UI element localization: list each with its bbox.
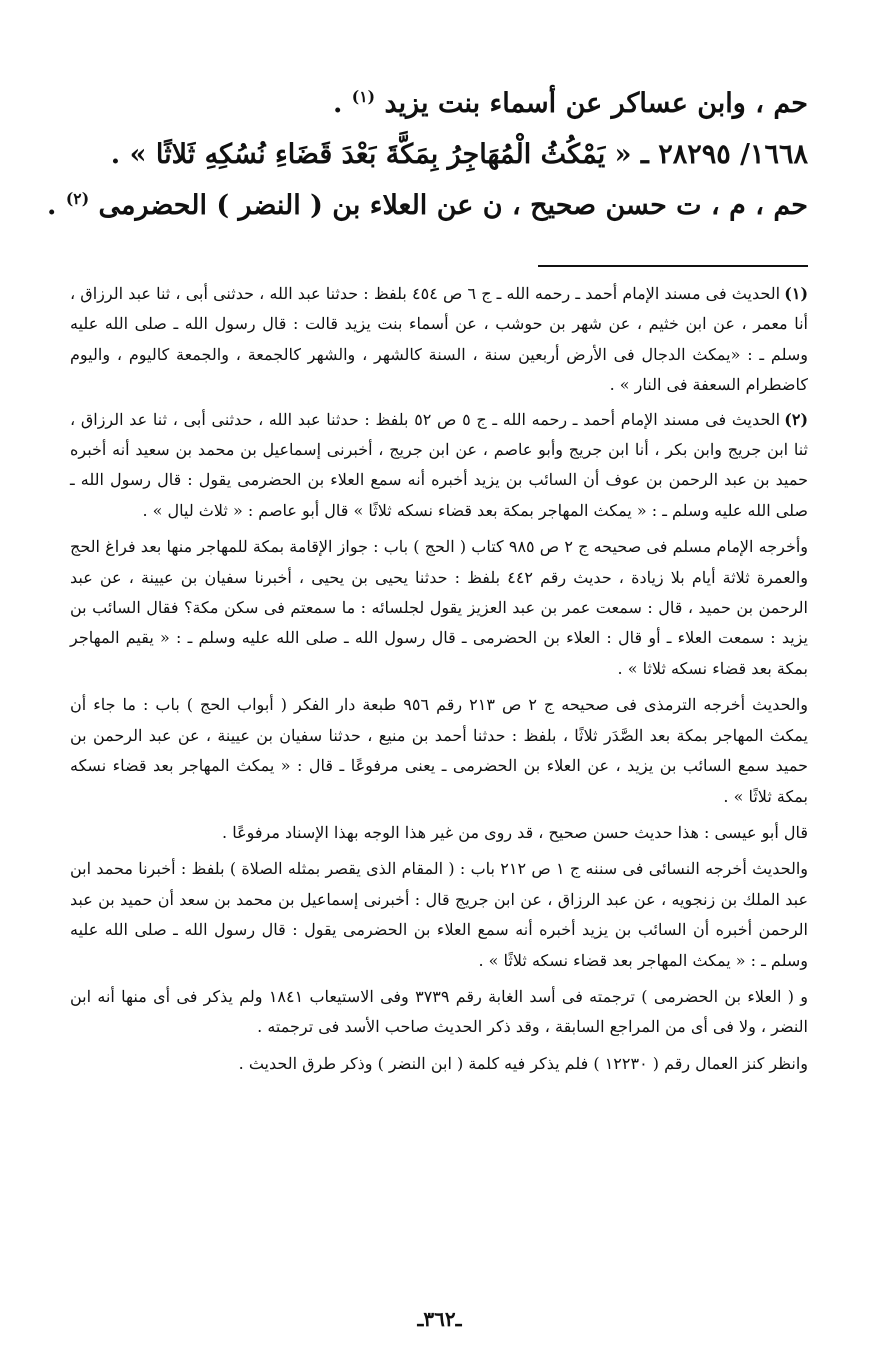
grading-line-text: حم ، م ، ت حسن صحيح ، ن عن العلاء بن ( النضر ) الحضرمى <box>89 190 808 221</box>
footnote-text: الحديث فى مسند الإمام أحمد ـ رحمه الله ـ ج ٥ ص ٥٢ بلفظ : حدثنا عبد الله ، حدثنى أبى ، ثنا عد الرزاق ، ثنا ابن جريج وابن بكر ، أنا ابن جريج وأبو عاصم ، عن ابن جريج ، أخبرنى إسماعيل بن محمد بن سعيد أنه أخبره حميد بن عبد الرحمن بن عوف أن السائب بن يزيد أخبره أنه سمع العلاء بن الحضرمى يقول : قال رسول الله ـ صلى الله عليه وسلم ـ : « يمكث المهاجر بمكة بعد قضاء نسكه ثلاثًا » قال أبو عاصم : « ثلاث ليال » . <box>70 409 809 520</box>
source-line <box>70 78 808 129</box>
footnote-paragraph-kanz: وانظر كنز العمال رقم ( ١٢٢٣٠ ) فلم يذكر فيه كلمة ( ابن النضر ) وذكر طرق الحديث . <box>238 1053 808 1073</box>
grading-line-end: . <box>47 190 66 221</box>
page-number: ـ٣٦٢ـ <box>417 1307 462 1331</box>
hadith-main-text <box>47 78 808 231</box>
source-line-text: حم ، وابن عساكر عن أسماء بنت يزيد <box>375 88 808 119</box>
footnote-paragraph-nasai: والحديث أخرجه النسائى فى سننه ج ١ ص ٢١٢ باب : ( المقام الذى يقصر بمثله الصلاة ) بلفظ : أخبرنا محمد ابن عبد الملك بن زنجويه ، عن عبد الرزاق ، عن ابن جريج قال : أخبرنى إسماعيل بن محمد بن سعد أن حميد بن عبد الرحمن أخبره أن السائب بن يزيد أخبره أنه سمع العلاء بن الحضرمى يقول : قال رسول الله ـ صلى الله عليه وسلم ـ : « يمكث المهاجر بعد قضاء نسكه ثلاثًا » . <box>70 859 809 970</box>
footnote-number: (٢) <box>784 409 809 429</box>
source-line-end: . <box>332 88 352 119</box>
footnote-number: (١) <box>784 284 809 303</box>
hadith-line: ١٦٦٨/ ٢٨٢٩٥ ـ « يَمْكُثُ الْمُهَاجِرُ بِمَكَّةَ بَعْدَ قَضَاءِ نُسُكِهِ ثَلاثًا » . <box>110 139 808 170</box>
footnotes-section <box>70 279 808 1079</box>
footnote-ref-2: (٢) <box>65 189 90 208</box>
footnote-paragraph-abu-isa: قال أبو عيسى : هذا حديث حسن صحيح ، قد روى من غير هذا الوجه بهذا الإسناد مرفوعًا . <box>222 822 808 842</box>
footnote-paragraph-biography: و ( العلاء بن الحضرمى ) ترجمته فى أسد الغابة رقم ٣٧٣٩ وفى الاستيعاب ١٨٤١ ولم يذكر فى أى منها أنه ابن النضر ، ولا فى أى من المراجع السابقة ، وقد ذكر الحديث صاحب الأسد فى ترجمته . <box>70 986 809 1037</box>
footnote-paragraph-tirmidhi: والحديث أخرجه الترمذى فى صحيحه ج ٢ ص ٢١٣ رقم ٩٥٦ طبعة دار الفكر ( أبواب الحج ) باب : ما جاء أن يمكث المهاجر بمكة بعد الصَّدَر ثلاثًا ، بلفظ : حدثنا أحمد بن منيع ، حدثنا سفيان بن عيينة ، عن عبد الرحمن بن حميد سمع السائب بن يزيد ، عن العلاء بن الحضرمى ـ يعنى مرفوعًا ـ قال : « يمكث المهاجر بعد قضاء نسكه بمكة ثلاثًا » . <box>70 695 809 806</box>
footnote-2 <box>70 405 808 527</box>
footnote-1 <box>70 279 808 401</box>
footnote-text: الحديث فى مسند الإمام أحمد ـ رحمه الله ـ ج ٦ ص ٤٥٤ بلفظ : حدثنا عبد الله ، حدثنى أبى ، ثنا عبد الرزاق ، أنا معمر ، عن ابن خثيم ، عن شهر بن حوشب ، عن أسماء بنت يزيد قالت : قال رسول الله ـ صلى الله عليه وسلم ـ : «يمكث الدجال فى الأرض أربعين سنة ، السنة كالشهر ، والشهر كالجمعة ، والجمعة كاليوم ، واليوم كاضطرام السعفة فى النار » . <box>70 284 808 395</box>
document-page <box>47 78 809 1338</box>
footnote-ref-1: (١) <box>351 87 376 106</box>
grading-line <box>47 180 808 231</box>
footnote-divider <box>538 265 808 267</box>
footnote-paragraph-muslim: وأخرجه الإمام مسلم فى صحيحه ج ٢ ص ٩٨٥ كتاب ( الحج ) باب : جواز الإقامة بمكة للمهاجر منها بعد فراغ الحج والعمرة ثلاثة أيام بلا زيادة ، حديث رقم ٤٤٢ بلفظ : حدثنا يحيى بن يحيى ، أخبرنا سفيان بن عيينة ، عن عبد الرحمن بن حميد ، قال : سمعت عمر بن عبد العزيز يقول لجلسائه : ما سمعتم فى سكن مكة؟ فقال السائب بن يزيد : سمعت العلاء ـ أو قال : العلاء بن الحضرمى ـ قال رسول الله ـ صلى الله عليه وسلم ـ : « يقيم المهاجر بمكة بعد قضاء نسكه ثلاثا » . <box>70 537 809 678</box>
